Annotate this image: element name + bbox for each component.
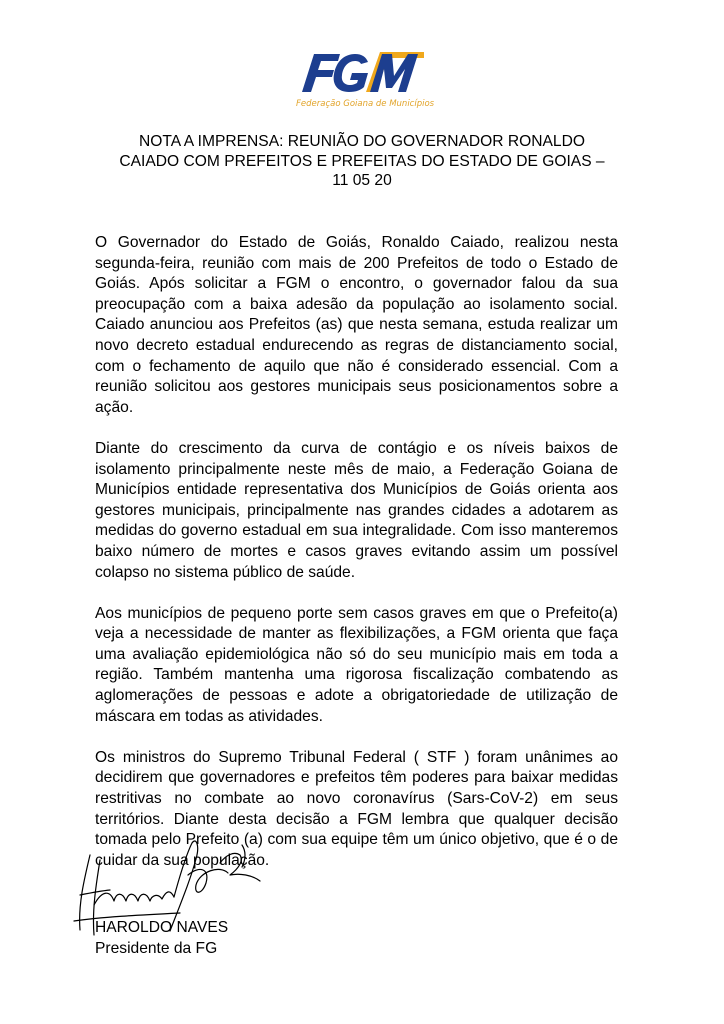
signatory-name: HAROLDO NAVES [95,919,229,936]
paragraph-1: O Governador do Estado de Goiás, Ronaldo Caiado, realizou nesta segunda-feira, reunião com mais de 200 Prefeitos de todo o Estado de Goiás. Após solicitar a FGM o encontro, o governador falou da sua preocupação com a baixa adesão da população ao isolamento social. Caiado anunciou aos Prefeitos (as) que nesta semana, estuda realizar um novo decreto estadual endurecendo as regras de distanciamento social, com o fechamento de aquilo que não é considerado essencial. Com a reunião solicitou aos gestores municipais seus posicionamentos sobre a ação. [95,234,618,416]
logo-subtitle: Federação Goiana de Municípios [296,99,435,109]
fgm-logo-mark [296,48,424,98]
title-line-3: 11 05 20 [332,172,392,189]
document-title [90,132,634,191]
paragraph-2: Diante do crescimento da curva de contágio e os níveis baixos de isolamento principalmente neste mês de maio, a Federação Goiana de Municípios entidade representativa dos Municípios de Goiás orienta aos gestores municipais, principalmente nas grandes cidades a adotarem as medidas do governo estadual em sua integralidade. Com isso manteremos baixo número de mortes e casos graves evitando assim um possível colapso no sistema público de saúde. [95,439,618,581]
title-line-2: CAIADO COM PREFEITOS E PREFEITAS DO ESTADO DE GOIAS – [119,152,605,170]
title-line-1: NOTA A IMPRENSA: REUNIÃO DO GOVERNADOR RONALDO [139,133,585,150]
paragraph-4: Os ministros do Supremo Tribunal Federal ( STF ) foram unânimes ao decidirem que governadores e prefeitos têm poderes para baixar medidas restritivas no combate ao novo coronavírus (Sars-CoV-2) em seus territórios. Diante desta decisão a FGM lembra que qualquer decisão tomada pelo Prefeito (a) com sua equipe têm um único objetivo, que é o de cuidar da sua população. [95,748,618,869]
document-body [95,233,618,892]
logo-letter-m [370,54,418,92]
paragraph-3: Aos municípios de pequeno porte sem casos graves em que o Prefeito(a) veja a necessidade de manter as flexibilizações, a FGM orienta que faça uma avaliação epidemiológica não só do seu município mais em toda a região. Também mantenha uma rigorosa fiscalização combatendo as aglomerações de pessoas e adote a obrigatoriedade de utilização de máscara em todas as atividades. [95,604,618,725]
logo-letter-g [334,54,368,92]
fgm-logo [296,48,435,114]
signatory-role: Presidente da FG [95,940,218,957]
